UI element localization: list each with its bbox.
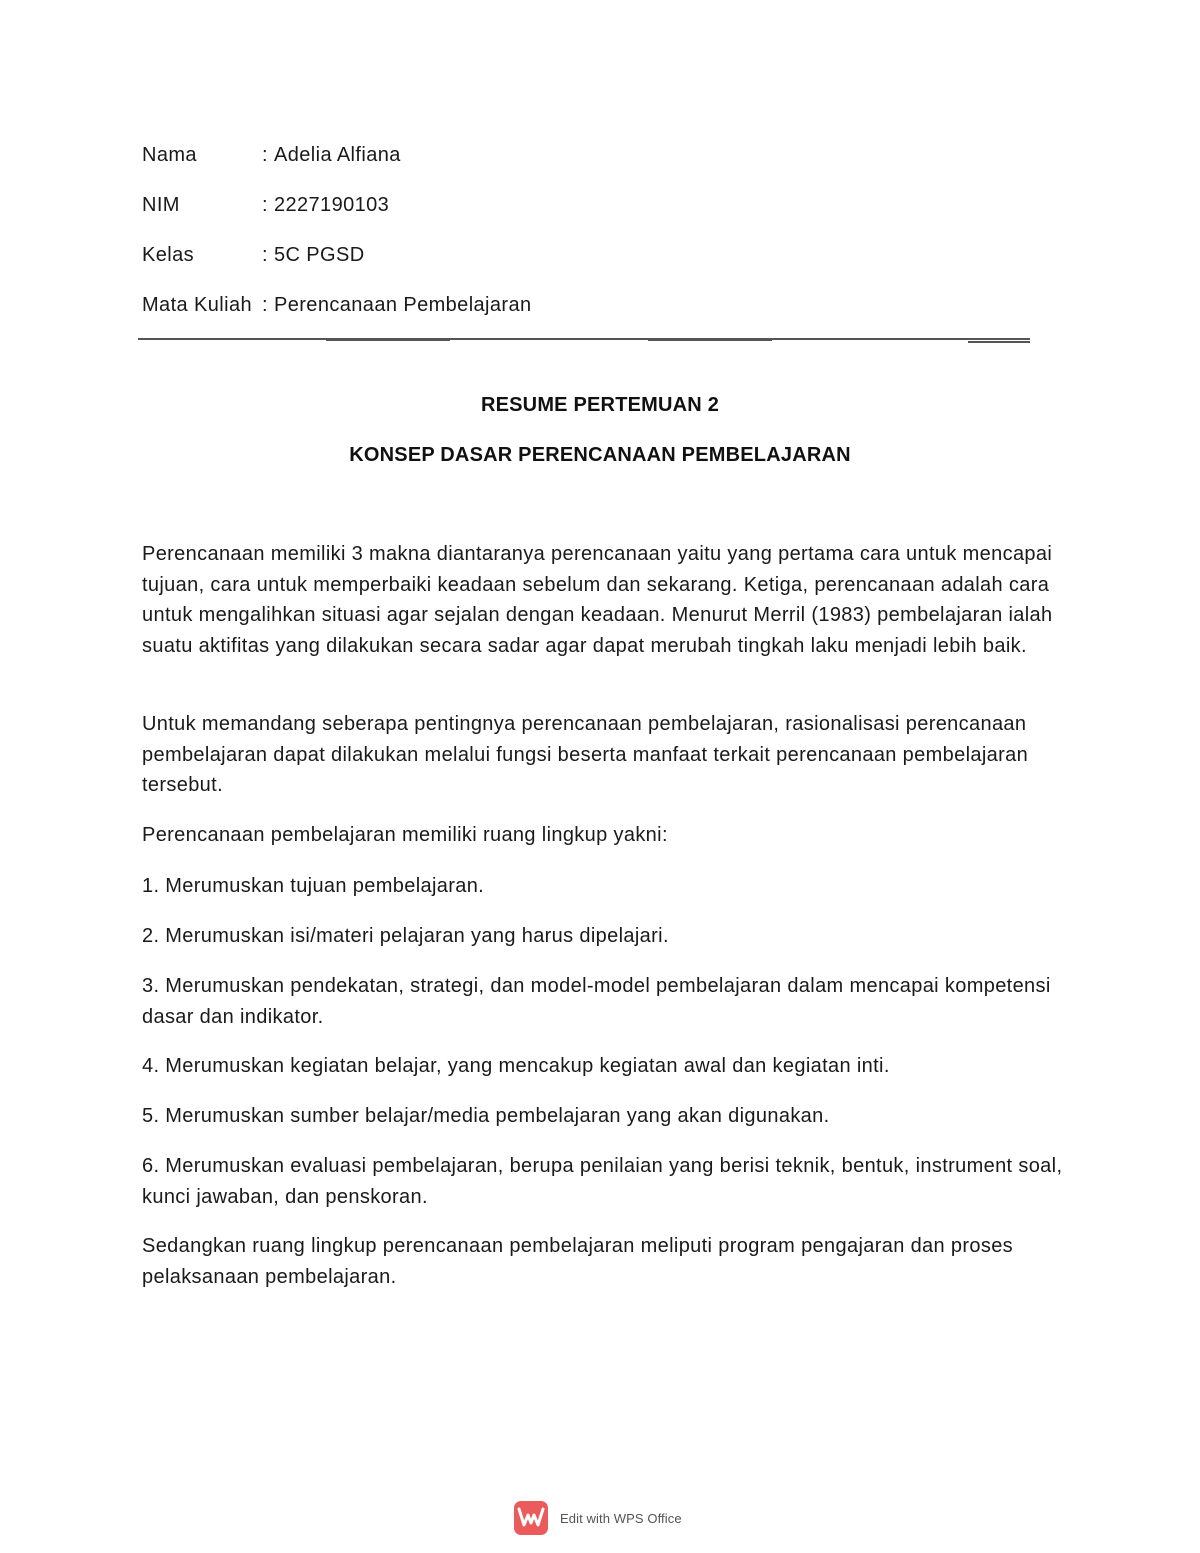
info-separator: :: [262, 144, 268, 166]
paragraph-scope-intro: Perencanaan pembelajaran memiliki ruang lingkup yakni:: [142, 824, 668, 846]
info-label-nim: NIM: [142, 194, 180, 216]
topic-title: KONSEP DASAR PERENCANAAN PEMBELAJARAN: [349, 444, 851, 466]
info-value-mata-kuliah: Perencanaan Pembelajaran: [273, 294, 532, 316]
info-row-nama: [142, 143, 401, 167]
header-divider: [138, 338, 1030, 340]
list-item: 6. Merumuskan evaluasi pembelajaran, berupa penilaian yang berisi teknik, bentuk, instrument soal, kunci jawaban, dan penskoran.: [142, 1155, 1063, 1208]
paragraph-rationale: Untuk memandang seberapa pentingnya perencanaan pembelajaran, rasionalisasi perencanaan pembelajaran dapat dilakukan melalui fungsi beserta manfaat terkait perencanaan pembelajaran tersebut.: [142, 713, 1029, 796]
wps-edit-footer[interactable]: [514, 1500, 682, 1536]
info-row-mata-kuliah: [142, 293, 532, 317]
wps-edit-label: Edit with WPS Office: [560, 1510, 682, 1526]
paragraph-intro: Perencanaan memiliki 3 makna diantaranya perencanaan yaitu yang pertama cara untuk mencapai tujuan, cara untuk memperbaiki keadaan sebelum dan sekarang. Ketiga, perencanaan adalah cara untuk mengalihkan situasi agar sejalan dengan keadaan. Menurut Merril (1983) pembelajaran ialah suatu aktifitas yang dilakukan secara sadar agar dapat merubah tingkah laku menjadi lebih baik.: [142, 543, 1053, 657]
header-divider-segment: [968, 341, 1030, 343]
info-label-nama: Nama: [142, 144, 197, 166]
info-row-nim: [142, 193, 389, 217]
info-label-mata-kuliah: Mata Kuliah: [142, 294, 253, 316]
info-value-nama: Adelia Alfiana: [273, 144, 401, 166]
info-row-kelas: [142, 243, 365, 267]
list-item: 5. Merumuskan sumber belajar/media pembelajaran yang akan digunakan.: [142, 1105, 830, 1127]
header-divider-segment: [648, 339, 772, 341]
info-value-kelas: 5C PGSD: [273, 244, 365, 266]
info-separator: :: [262, 244, 268, 266]
list-item: 1. Merumuskan tujuan pembelajaran.: [142, 875, 485, 897]
list-item: 2. Merumuskan isi/materi pelajaran yang harus dipelajari.: [142, 925, 669, 947]
header-divider-segment: [326, 339, 450, 341]
list-item: 4. Merumuskan kegiatan belajar, yang mencakup kegiatan awal dan kegiatan inti.: [142, 1055, 890, 1077]
paragraph-closing: Sedangkan ruang lingkup perencanaan pembelajaran meliputi program pengajaran dan proses pelaksanaan pembelajaran.: [142, 1235, 1014, 1288]
info-value-nim: 2227190103: [273, 194, 390, 216]
info-separator: :: [262, 194, 268, 216]
resume-title: RESUME PERTEMUAN 2: [480, 394, 720, 416]
info-separator: :: [262, 294, 268, 316]
wps-office-logo-icon: [514, 1501, 548, 1535]
list-item: 3. Merumuskan pendekatan, strategi, dan model-model pembelajaran dalam mencapai kompetensi dasar dan indikator.: [142, 975, 1051, 1028]
info-label-kelas: Kelas: [142, 244, 195, 266]
